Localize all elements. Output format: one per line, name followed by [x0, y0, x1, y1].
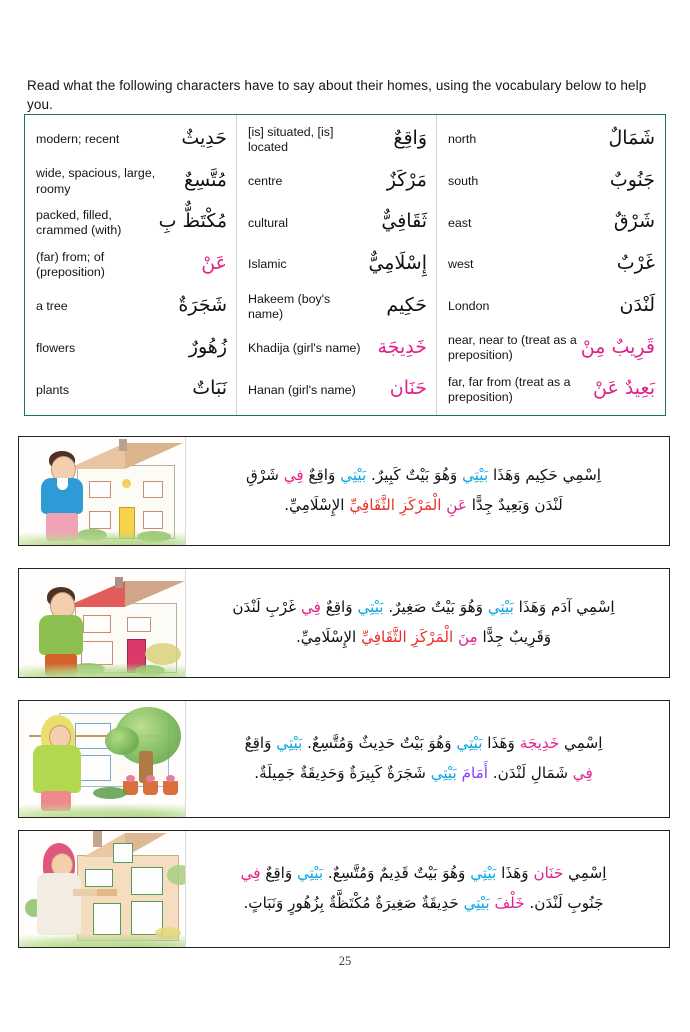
story-segment: وَاقِعٌ	[260, 864, 298, 883]
story-segment: لَنْدَن وَبَعِيدٌ جِدًّا	[466, 496, 563, 514]
story-segment: وَهُوَ بَيْتٌ حَدِيثٌ وَمُتَّسِعٌ.	[302, 734, 457, 753]
vocabulary-arabic: شَجَرَةٌ	[178, 293, 227, 316]
story-line	[204, 623, 643, 653]
vocabulary-arabic: ثَقَافِيٌّ	[381, 210, 427, 233]
page-instruction: Read what the following characters have to say about their homes, using the vocabulary below to help you.	[27, 77, 647, 113]
vocabulary-arabic: جَنُوبٌ	[609, 168, 655, 191]
story-segment: آدَم	[551, 598, 572, 617]
vocabulary-table	[24, 114, 666, 416]
vocabulary-arabic: خَدِيجَة	[377, 335, 427, 358]
story-segment: غَرْبِ لَنْدَن	[232, 598, 301, 617]
vocabulary-arabic: قَرِيبٌ مِنْ	[580, 335, 655, 358]
story-segment: عَنِ	[446, 496, 467, 514]
vocabulary-english: north	[448, 132, 477, 147]
story-segment: وَهَذَا	[513, 598, 552, 617]
story-segment: وَاقِعٌ	[303, 466, 341, 485]
vocabulary-row	[237, 286, 436, 328]
story-segment: وَهُوَ بَيْتٌ صَغِيرٌ.	[383, 598, 488, 617]
story-segment: بَيْتِي	[430, 764, 462, 782]
vocabulary-row	[25, 161, 236, 203]
vocabulary-row	[437, 244, 664, 286]
story-line	[204, 491, 643, 521]
vocabulary-arabic: شَرْقٌ	[613, 210, 655, 233]
story-segment: حَكِيم	[525, 466, 558, 485]
story-segment: فِي	[300, 598, 321, 617]
vocabulary-arabic: إِسْلَامِيٌّ	[368, 252, 427, 275]
story-segment: وَهُوَ بَيْتٌ كَبِيرٌ.	[366, 466, 463, 485]
vocabulary-row	[437, 328, 664, 370]
illustration-hakeem	[19, 437, 186, 545]
story-segment: وَهَذَا	[482, 734, 520, 753]
story-text-adam	[186, 569, 669, 677]
story-segment: بَيْتِي	[297, 864, 324, 883]
vocabulary-row	[237, 161, 436, 203]
vocabulary-arabic: مُكْتَظٌّ بِ	[158, 210, 227, 233]
vocabulary-row	[437, 286, 664, 328]
vocabulary-row	[25, 328, 236, 370]
story-segment: وَقَرِيبٌ جِدًّا	[477, 628, 552, 646]
illustration-hanan	[19, 831, 186, 947]
vocabulary-english: east	[448, 215, 472, 230]
story-segment: اِسْمِي	[571, 598, 615, 617]
story-segment: وَاقِعٌ	[320, 598, 358, 617]
vocabulary-english: (far) from; of (preposition)	[36, 249, 105, 280]
story-panel-adam	[18, 568, 670, 678]
vocabulary-arabic: نَبَاتٌ	[192, 377, 227, 400]
story-segment: وَهَذَا	[488, 466, 526, 485]
vocabulary-row	[437, 369, 664, 411]
story-segment: خَدِيجَة	[519, 734, 560, 753]
vocabulary-arabic: بَعِيدٌ عَنْ	[592, 377, 655, 400]
story-segment: بَيْتِي	[340, 466, 367, 485]
vocabulary-english: centre	[248, 174, 283, 189]
story-segment: حَدِيقَةٌ صَغِيرَةٌ مُكْتَظَّةٌ	[323, 894, 464, 912]
vocabulary-row	[437, 161, 664, 203]
story-segment: شَجَرَةٌ كَبِيرَةٌ وَحَدِيقَةٌ جَمِيلَةٌ.	[254, 764, 431, 782]
story-segment: بَيْتِي	[462, 466, 489, 485]
story-segment: وَاقِعٌ	[244, 734, 277, 753]
story-text-khadija	[186, 701, 669, 817]
vocabulary-arabic: وَاقِعٌ	[393, 126, 427, 149]
story-segment: الإِسْلَامِيِّ.	[284, 496, 350, 514]
story-line	[204, 759, 643, 789]
story-text-hanan	[186, 831, 669, 947]
vocabulary-row	[237, 328, 436, 370]
story-segment: وَهَذَا	[496, 864, 534, 883]
story-segment: خَلْفَ	[494, 894, 525, 912]
vocabulary-arabic: زُهُورٌ	[188, 335, 227, 358]
story-segment: الإِسْلَامِيِّ.	[295, 628, 362, 646]
vocabulary-english: Hakeem (boy's name)	[248, 291, 331, 321]
vocabulary-row	[25, 202, 236, 244]
story-segment: بَيْتِي	[357, 598, 384, 617]
story-line	[204, 461, 643, 491]
story-line	[204, 859, 643, 889]
story-segment: جَنُوبِ لَنْدَن.	[524, 894, 604, 912]
vocabulary-english: south	[448, 174, 479, 189]
vocabulary-english: packed, filled, crammed (with)	[36, 208, 122, 238]
story-panel-khadija	[18, 700, 670, 818]
vocabulary-arabic: حَكِيم	[386, 293, 427, 316]
story-segment: مِنَ	[458, 628, 478, 646]
story-segment: اِسْمِي	[557, 466, 602, 485]
story-segment: فِي	[240, 864, 261, 883]
story-text-hakeem	[186, 437, 669, 545]
vocabulary-column-3	[437, 115, 664, 415]
story-segment: فِي	[572, 764, 593, 782]
story-segment: شَمَالِ لَنْدَن.	[487, 764, 573, 782]
story-segment: بَيْتِي	[276, 734, 303, 753]
vocabulary-column-1	[25, 115, 237, 415]
story-segment: بَيْتِي	[456, 734, 483, 753]
vocabulary-row	[25, 369, 236, 411]
vocabulary-english: flowers	[36, 340, 76, 355]
vocabulary-row	[237, 244, 436, 286]
vocabulary-english: wide, spacious, large, roomy	[36, 166, 156, 196]
page-number: 25	[338, 954, 352, 968]
story-segment: بَيْتِي	[470, 864, 497, 883]
illustration-adam	[19, 569, 186, 677]
story-segment: حَنَان	[533, 864, 564, 883]
story-segment: اِسْمِي	[563, 864, 607, 883]
vocabulary-english: near, near to (treat as a preposition)	[448, 333, 577, 363]
story-segment: بِزُهُورٍ وَنَبَاتٍ.	[243, 894, 324, 912]
vocabulary-arabic: شَمَالٌ	[608, 126, 655, 149]
vocabulary-english: Khadija (girl's name)	[248, 340, 361, 355]
vocabulary-row	[25, 244, 236, 286]
vocabulary-arabic: غَرْبٌ	[616, 252, 655, 275]
vocabulary-row	[237, 369, 436, 411]
vocabulary-english: far, far from (treat as a preposition)	[448, 375, 571, 405]
story-panel-hakeem	[18, 436, 670, 546]
story-segment: فِي	[283, 466, 304, 485]
vocabulary-arabic: عَنْ	[201, 252, 227, 275]
vocabulary-english: [is] situated, [is] located	[248, 124, 334, 154]
story-segment: بَيْتِي	[463, 894, 495, 912]
story-panel-hanan	[18, 830, 670, 948]
vocabulary-english: Hanan (girl's name)	[248, 382, 356, 397]
vocabulary-column-2	[237, 115, 437, 415]
illustration-khadija	[19, 701, 186, 817]
vocabulary-english: west	[448, 257, 474, 272]
vocabulary-english: a tree	[36, 299, 68, 314]
vocabulary-english: plants	[36, 382, 70, 397]
vocabulary-row	[25, 119, 236, 161]
story-segment: الْمَرْكَزِ الثَّقَافِيِّ	[349, 496, 447, 514]
vocabulary-arabic: حَدِيثٌ	[181, 126, 227, 149]
vocabulary-row	[437, 202, 664, 244]
story-line	[204, 729, 643, 759]
story-segment: اِسْمِي	[559, 734, 603, 753]
story-segment: أَمَامَ	[461, 764, 488, 782]
story-line	[204, 593, 643, 623]
story-segment: شَرْقِ	[245, 466, 284, 485]
vocabulary-english: cultural	[248, 215, 288, 230]
story-segment: وَهُوَ بَيْتٌ قَدِيمٌ وَمُتَّسِعٌ.	[323, 864, 471, 883]
story-segment: بَيْتِي	[487, 598, 514, 617]
story-line	[204, 889, 643, 919]
story-segment: الْمَرْكَزِ الثَّقَافِيِّ	[361, 628, 458, 646]
vocabulary-row	[25, 286, 236, 328]
vocabulary-row	[237, 202, 436, 244]
vocabulary-english: Islamic	[248, 257, 287, 272]
vocabulary-row	[437, 119, 664, 161]
vocabulary-english: London	[448, 299, 490, 314]
vocabulary-english: modern; recent	[36, 132, 120, 147]
vocabulary-arabic: لَنْدَن	[619, 293, 655, 316]
vocabulary-row	[237, 119, 436, 161]
vocabulary-arabic: حَنَان	[389, 377, 427, 400]
vocabulary-arabic: مَرْكَزٌ	[386, 168, 427, 191]
vocabulary-arabic: مُتَّسِعٌ	[184, 168, 227, 191]
